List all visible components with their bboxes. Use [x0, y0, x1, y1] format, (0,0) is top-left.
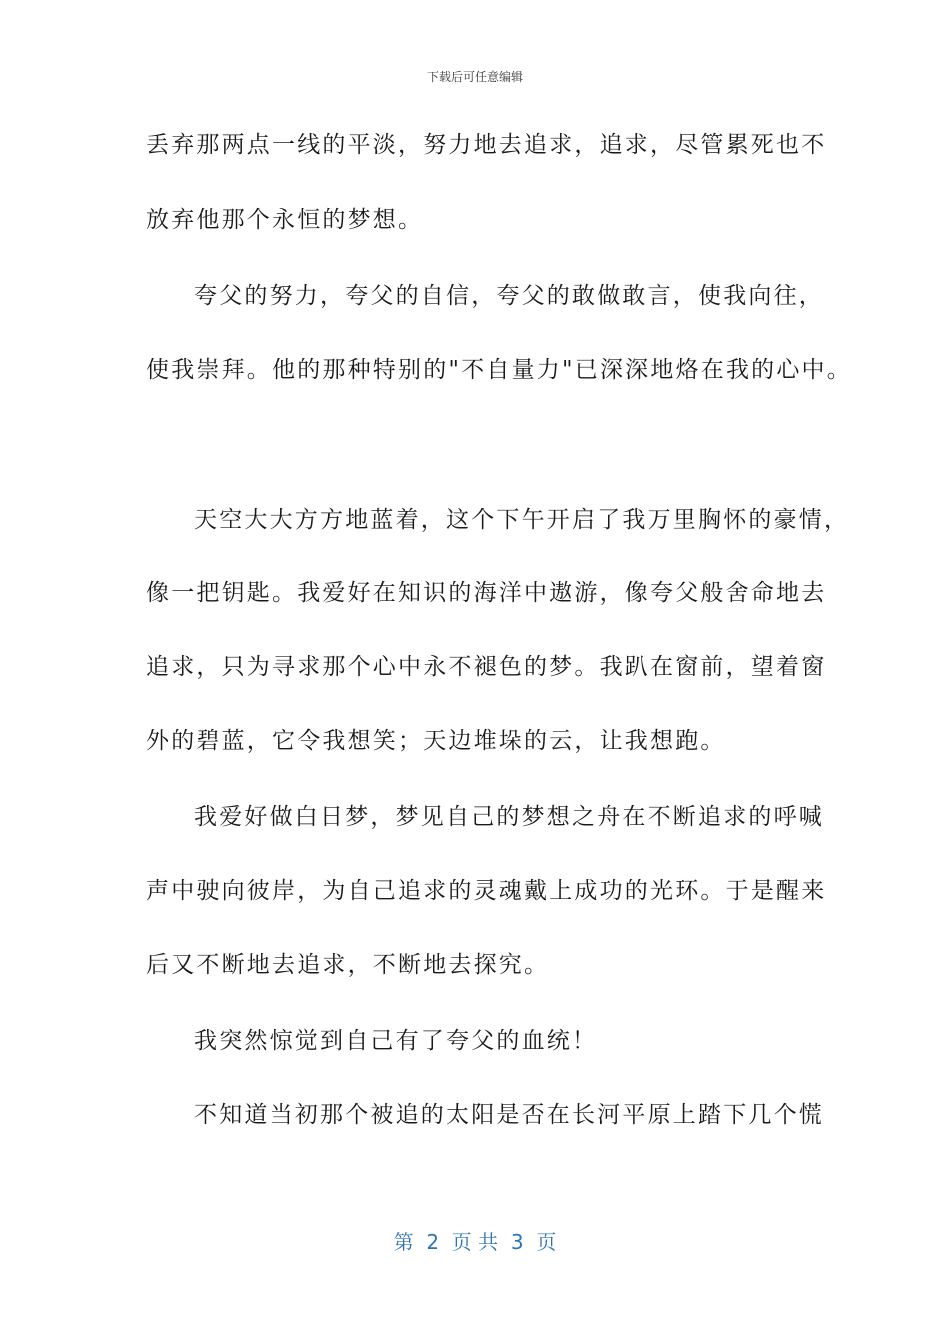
page-number-footer: 第 2 页 共 3 页	[393, 1230, 557, 1254]
paragraph-line: 我爱好做白日梦，梦见自己的梦想之舟在不断追求的呼喊	[194, 804, 824, 830]
text-line: 后又不断地去追求，不断地去探究。	[146, 952, 550, 978]
paragraph-line: 不知道当初那个被追的太阳是否在长河平原上踏下几个慌	[194, 1102, 824, 1128]
paragraph-line: 我突然惊觉到自己有了夸父的血统！	[194, 1028, 598, 1054]
text-line: 使我崇拜。他的那种特别的"不自量力"已深深地烙在我的心中。	[146, 357, 852, 383]
text-line: 声中驶向彼岸，为自己追求的灵魂戴上成功的光环。于是醒来	[146, 878, 827, 904]
text-line: 丢弃那两点一线的平淡，努力地去追求，追求，尽管累死也不	[146, 132, 827, 158]
text-line: 像一把钥匙。我爱好在知识的海洋中遨游，像夸父般舍命地去	[146, 580, 827, 606]
text-line: 外的碧蓝，它令我想笑；天边堆垛的云，让我想跑。	[146, 728, 726, 754]
text-line: 追求，只为寻求那个心中永不褪色的梦。我趴在窗前，望着窗	[146, 654, 827, 680]
paragraph-line: 天空大大方方地蓝着，这个下午开启了我万里胸怀的豪情，	[194, 507, 850, 533]
page-header: 下载后可任意编辑	[426, 70, 523, 84]
paragraph-line: 夸父的努力，夸父的自信，夸父的敢做敢言，使我向往，	[194, 283, 824, 309]
text-line: 放弃他那个永恒的梦想。	[146, 207, 424, 233]
